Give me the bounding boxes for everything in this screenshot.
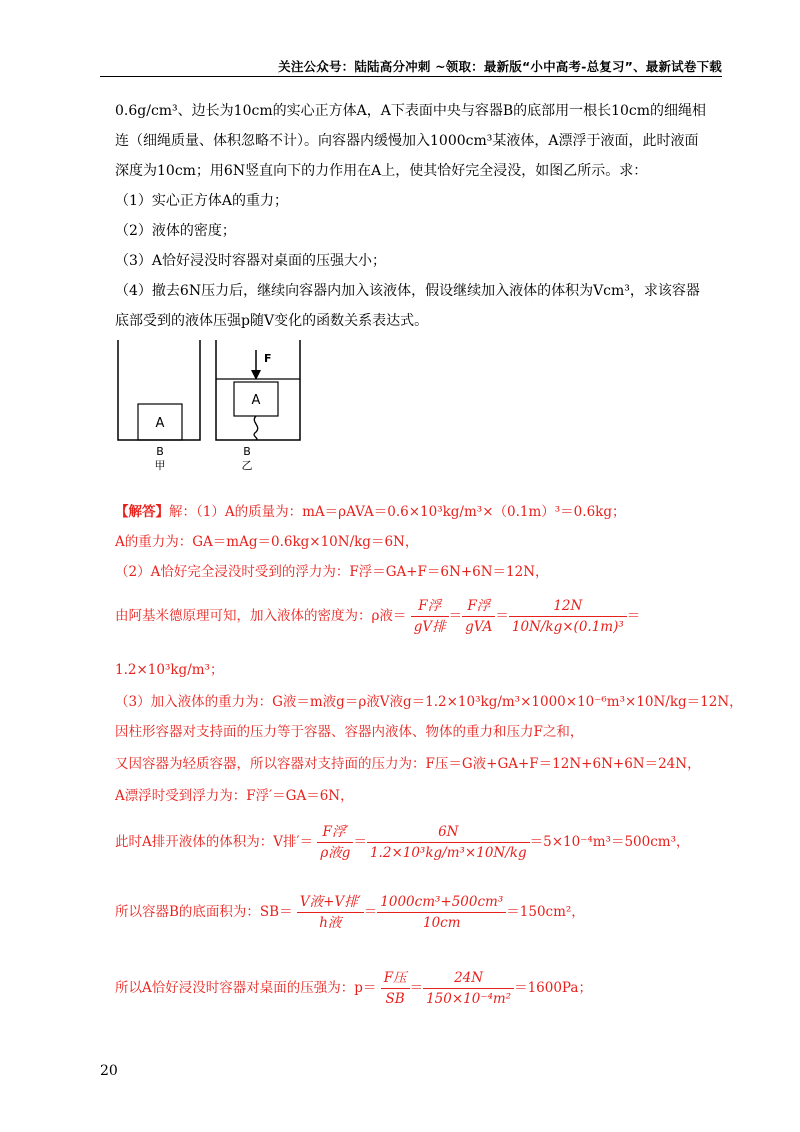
question-item-4-line-2: 底部受到的液体压强p随V变化的函数关系表达式。 — [115, 313, 429, 329]
figure-jia — [118, 340, 200, 472]
block-a-label-jia: A — [155, 416, 165, 431]
answer-line-2: A的重力为：GA＝mAg＝0.6kg×10N/kg＝6N， — [115, 534, 419, 550]
answer-line-3: （2）A恰好完全浸没时受到的浮力为：F浮＝GA+F＝6N+6N＝12N， — [115, 564, 549, 580]
answer-line-6: （3）加入液体的重力为：G液＝m液g＝ρ液V液g＝1.2×10³kg/m³×1000×10⁻⁶m³×10N/kg＝12N， — [115, 694, 743, 710]
header-rule — [100, 76, 722, 77]
force-label: F — [264, 352, 272, 365]
answer-line-1 — [115, 500, 625, 520]
question-item-2: （2）液体的密度； — [115, 223, 236, 239]
answer-density-prefix: 由阿基米德原理可知，加入液体的密度为：ρ液＝ — [115, 608, 407, 624]
container-b-label-jia: B — [156, 445, 164, 458]
container-b-label-yi: B — [243, 445, 251, 458]
answer-line-4: 由阿基米德原理可知，加入液体的密度为：ρ液＝ $\frac{\text{F浮}}{\text{gV排}}$ ＝ $\frac{\text{F浮}}{\text{gVA}}$ ＝ $\frac{12N}{\text{10N/kg×(0.1m)³}}$ ＝ — [115, 598, 641, 635]
string-icon — [254, 416, 258, 440]
figure-containers — [112, 338, 312, 478]
fraction-volume-2: $\frac{6N}{\text{1.2×10³kg/m³×10N/kg}}$ — [367, 822, 530, 863]
answer-part-1-mass: 解：（1）A的质量为：mA＝ρAVA＝0.6×10³kg/m³×（0.1m）³＝0.6kg； — [169, 504, 626, 520]
fraction-volume-1: $\frac{\text{F浮′}}{\text{ρ液g}}$ — [317, 822, 353, 863]
question-item-3: （3）A恰好浸没时容器对桌面的压强大小； — [115, 253, 387, 269]
answer-line-10: 此时A排开液体的体积为：V排′＝ $\frac{\text{F浮′}}{\text{ρ液g}}$ ＝ $\frac{6N}{\text{1.2×10³kg/m³×10N/kg}}$ ＝5×10⁻⁴m³＝500cm³， — [115, 824, 690, 861]
figure-yi — [216, 340, 300, 472]
question-line-3: 深度为10cm；用6N竖直向下的力作用在A上，使其恰好完全浸没，如图乙所示。求： — [115, 163, 648, 179]
answer-label: 【解答】 — [115, 504, 169, 520]
fraction-density-3: $\frac{12N}{\text{10N/kg×(0.1m)³}}$ — [509, 596, 627, 637]
fraction-density-1: $\frac{\text{F浮}}{\text{gV排}}$ — [411, 596, 449, 637]
question-line-1: 0.6g/cm³、边长为10cm的实心正方体A，A下表面中央与容器B的底部用一根长10cm的细绳相 — [115, 103, 707, 119]
question-item-4-line-1: （4）撤去6N压力后，继续向容器内加入该液体，假设继续加入液体的体积为Vcm³，求该容器 — [115, 283, 700, 299]
answer-line-7: 因柱形容器对支持面的压力等于容器、容器内液体、物体的重力和压力F之和， — [115, 724, 584, 740]
figure-caption-yi: 乙 — [241, 459, 253, 472]
question-line-2: 连（细绳质量、体积忽略不计）。向容器内缓慢加入1000cm³某液体，A漂浮于液面，此时液面 — [115, 133, 699, 149]
fraction-density-2: $\frac{\text{F浮}}{\text{gVA}}$ — [462, 596, 495, 637]
answer-line-11: 所以容器B的底面积为：SB＝ $\frac{\text{V液+V排′}}{\text{h液}}$ ＝ $\frac{\text{1000cm³+500cm³}}{10cm}$ ＝150cm²， — [115, 894, 585, 931]
answer-line-12: 所以A恰好浸没时容器对桌面的压强为：p＝ $\frac{\text{F压}}{SB}$ ＝ $\frac{24N}{\text{150×10⁻⁴m²}}$ ＝1600Pa； — [115, 970, 592, 1007]
page-number: 20 — [100, 1063, 118, 1079]
fraction-area-1: $\frac{\text{V液+V排′}}{\text{h液}}$ — [297, 892, 364, 933]
question-item-1: （1）实心正方体A的重力； — [115, 193, 289, 209]
block-a-label-yi: A — [251, 393, 261, 408]
fraction-pressure-2: $\frac{24N}{\text{150×10⁻⁴m²}}$ — [423, 968, 514, 1009]
fraction-pressure-1: $\frac{\text{F压}}{SB}$ — [381, 968, 410, 1009]
figure-caption-jia: 甲 — [154, 459, 166, 472]
fraction-area-2: $\frac{\text{1000cm³+500cm³}}{10cm}$ — [377, 892, 506, 933]
answer-line-5: 1.2×10³kg/m³； — [115, 662, 224, 678]
answer-line-8: 又因容器为轻质容器，所以容器对支持面的压力为：F压＝G液+GA+F＝12N+6N+6N＝24N， — [115, 756, 701, 772]
page-header: 关注公众号：陆陆高分冲刺 ~领取：最新版“小中高考-总复习”、最新试卷下载 — [278, 59, 722, 74]
answer-line-9: A漂浮时受到浮力为：F浮′＝GA＝6N， — [115, 788, 354, 804]
